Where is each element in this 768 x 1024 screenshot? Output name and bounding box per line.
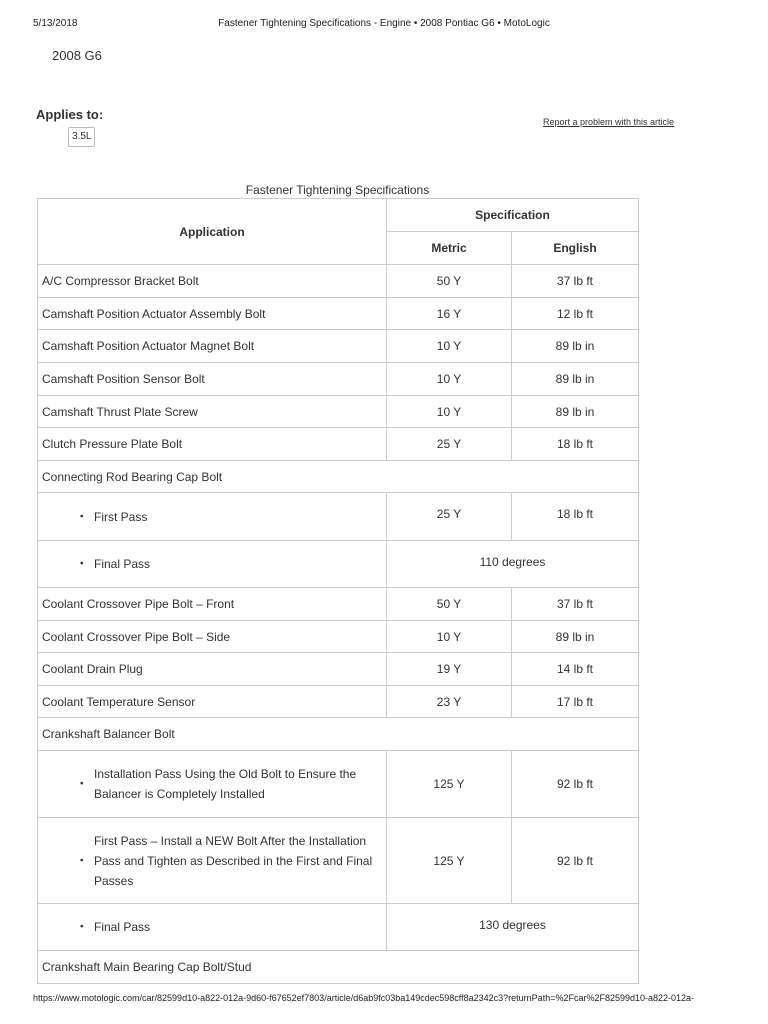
header-english: English	[512, 232, 639, 265]
english-cell: 37 lb ft	[512, 265, 639, 298]
header-application: Application	[38, 199, 387, 265]
application-cell: Crankshaft Main Bearing Cap Bolt/Stud	[38, 951, 639, 984]
application-cell: Crankshaft Balancer Bolt	[38, 718, 639, 751]
footer-url: https://www.motologic.com/car/82599d10-a822-012a-9d60-f67652ef7803/article/d6ab9fc03ba149cdec598cff8a2342c3?returnPath=%2Fcar%2F82599d10-a822-012a-	[33, 993, 695, 1003]
table-row	[38, 621, 639, 653]
table-row	[38, 904, 639, 951]
metric-cell: 125 Y	[387, 818, 512, 904]
sub-application-label: Final Pass	[94, 920, 151, 934]
table-row	[38, 588, 639, 621]
table-row	[38, 751, 639, 818]
application-cell: Coolant Crossover Pipe Bolt – Side	[38, 621, 387, 653]
english-cell: 89 lb in	[512, 330, 639, 363]
spec-table	[37, 198, 639, 984]
application-cell: Connecting Rod Bearing Cap Bolt	[38, 461, 639, 493]
table-caption: Fastener Tightening Specifications	[245, 183, 430, 197]
table-row	[38, 686, 639, 718]
application-cell: Coolant Crossover Pipe Bolt – Front	[38, 588, 387, 621]
sub-application-label: Installation Pass Using the Old Bolt to Ensure the Balancer is Completely Installed	[94, 767, 357, 801]
vehicle-name: 2008 G6	[52, 48, 102, 63]
engine-tag[interactable]: 3.5L	[68, 127, 95, 147]
applies-to-label: Applies to:	[36, 107, 104, 122]
english-cell: 12 lb ft	[512, 298, 639, 330]
table-row	[38, 461, 639, 493]
sub-application-cell	[38, 904, 387, 951]
english-cell: 18 lb ft	[512, 428, 639, 461]
metric-cell: 19 Y	[387, 653, 512, 686]
sub-application-cell	[38, 493, 387, 541]
bullet-icon: •	[80, 778, 84, 790]
sub-application-cell	[38, 541, 387, 588]
table-row	[38, 396, 639, 428]
metric-cell: 10 Y	[387, 330, 512, 363]
bullet-icon: •	[80, 558, 84, 570]
table-row	[38, 298, 639, 330]
table-row	[38, 363, 639, 396]
table-row	[38, 330, 639, 363]
english-cell: 18 lb ft	[512, 493, 639, 541]
sub-application-cell	[38, 751, 387, 818]
combined-spec-cell: 110 degrees	[387, 541, 639, 588]
metric-cell: 50 Y	[387, 588, 512, 621]
metric-cell: 16 Y	[387, 298, 512, 330]
print-title: Fastener Tightening Specifications - Engine • 2008 Pontiac G6 • MotoLogic	[218, 18, 550, 29]
application-cell: Camshaft Position Actuator Assembly Bolt	[38, 298, 387, 330]
bullet-icon: •	[80, 511, 84, 522]
table-row	[38, 493, 639, 541]
table-row	[38, 541, 639, 588]
metric-cell: 50 Y	[387, 265, 512, 298]
report-problem-link[interactable]: Report a problem with this article	[543, 117, 675, 127]
table-row	[38, 951, 639, 984]
metric-cell: 125 Y	[387, 751, 512, 818]
english-cell: 17 lb ft	[512, 686, 639, 718]
table-row	[38, 653, 639, 686]
table-header-row	[38, 199, 639, 232]
english-cell: 89 lb in	[512, 363, 639, 396]
application-cell: Clutch Pressure Plate Bolt	[38, 428, 387, 461]
english-cell: 14 lb ft	[512, 653, 639, 686]
application-cell: Coolant Temperature Sensor	[38, 686, 387, 718]
table-row	[38, 818, 639, 904]
metric-cell: 10 Y	[387, 363, 512, 396]
application-cell: A/C Compressor Bracket Bolt	[38, 265, 387, 298]
sub-application-cell	[38, 818, 387, 904]
print-date: 5/13/2018	[33, 18, 78, 29]
application-cell: Camshaft Position Sensor Bolt	[38, 363, 387, 396]
metric-cell: 23 Y	[387, 686, 512, 718]
application-cell: Coolant Drain Plug	[38, 653, 387, 686]
metric-cell: 25 Y	[387, 428, 512, 461]
header-metric: Metric	[387, 232, 512, 265]
metric-cell: 25 Y	[387, 493, 512, 541]
application-cell: Camshaft Position Actuator Magnet Bolt	[38, 330, 387, 363]
bullet-icon: •	[80, 855, 84, 866]
sub-application-label: First Pass	[94, 509, 148, 524]
table-row	[38, 428, 639, 461]
english-cell: 89 lb in	[512, 621, 639, 653]
english-cell: 92 lb ft	[512, 818, 639, 904]
english-cell: 37 lb ft	[512, 588, 639, 621]
combined-spec-cell: 130 degrees	[387, 904, 639, 951]
table-body	[38, 265, 639, 984]
english-cell: 89 lb in	[512, 396, 639, 428]
english-cell: 92 lb ft	[512, 751, 639, 818]
table-row	[38, 718, 639, 751]
sub-application-label: First Pass – Install a NEW Bolt After the Installation Pass and Tighten as Described in the First and Final Passes	[94, 833, 373, 888]
table-row	[38, 265, 639, 298]
sub-application-label: Final Pass	[94, 557, 151, 571]
metric-cell: 10 Y	[387, 621, 512, 653]
bullet-icon: •	[80, 921, 84, 933]
header-specification: Specification	[387, 199, 639, 232]
application-cell: Camshaft Thrust Plate Screw	[38, 396, 387, 428]
metric-cell: 10 Y	[387, 396, 512, 428]
